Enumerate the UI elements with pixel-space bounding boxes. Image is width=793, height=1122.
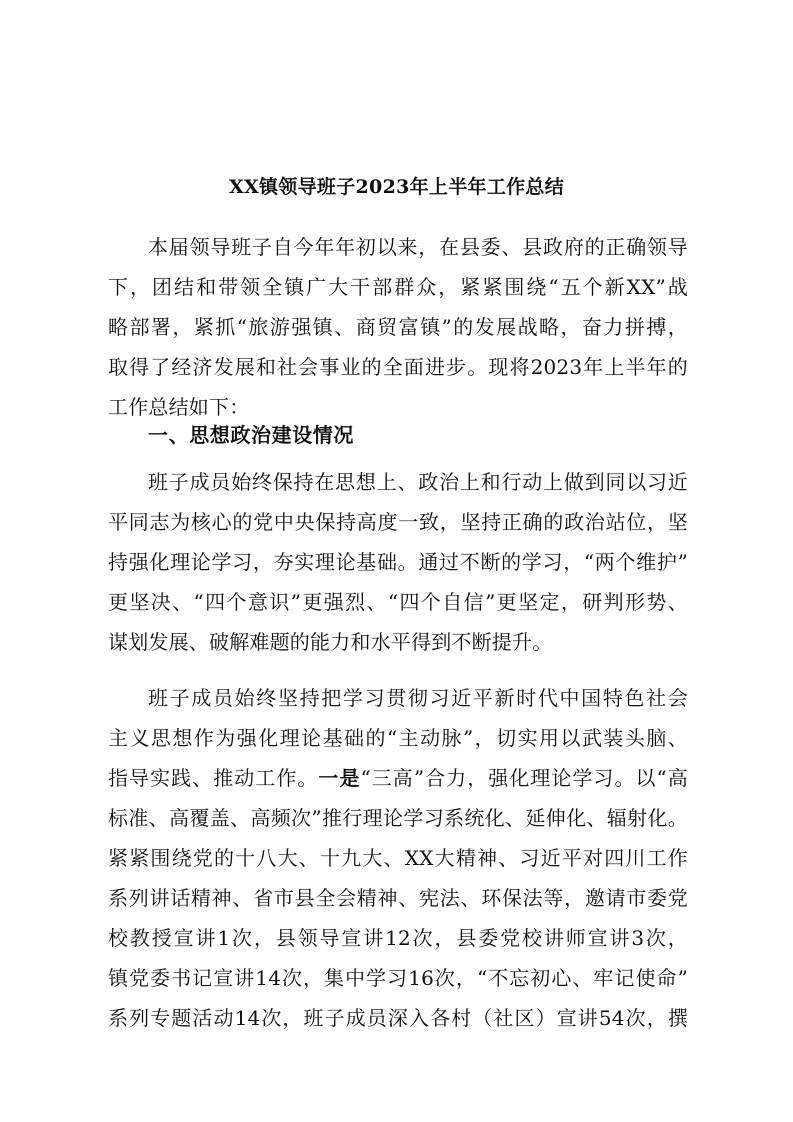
paragraph-line: 持强化理论学习，夯实理论基础。通过不断的学习，“两个维护” [108,550,688,574]
paragraph-line: 系列专题活动14次，班子成员深入各村（社区）宣讲54次，撰 [108,1006,688,1030]
paragraph-line: 班子成员始终坚持把学习贯彻习近平新时代中国特色社会 [148,686,688,710]
intro-line: 取得了经济发展和社会事业的全面进步。现将2023年上半年的 [108,355,688,379]
document-title: XX镇领导班子2023年上半年工作总结 [228,176,565,198]
paragraph-line: 紧紧围绕党的十八大、十九大、XX大精神、习近平对四川工作 [108,846,688,870]
paragraph-line: 更坚决、“四个意识”更强烈、“四个自信”更坚定，研判形势、 [108,590,688,614]
intro-line: 工作总结如下： [108,395,250,419]
paragraph-line: 校教授宣讲1次，县领导宣讲12次，县委党校讲师宣讲3次， [108,926,688,950]
paragraph-line: 班子成员始终保持在思想上、政治上和行动上做到同以习近 [148,470,688,494]
paragraph-line: 谋划发展、破解难题的能力和水平得到不断提升。 [108,630,553,654]
intro-line: 下，团结和带领全镇广大干部群众，紧紧围绕“五个新XX”战 [108,275,688,299]
paragraph-line: 标准、高覆盖、高频次”推行理论学习系统化、延伸化、辐射化。 [108,806,688,830]
emphasis-text: 一是 [318,766,361,790]
intro-line: 略部署，紧抓“旅游强镇、商贸富镇”的发展战略，奋力拼搏， [108,315,688,339]
paragraph-line [108,766,688,790]
paragraph-line: 主义思想作为强化理论基础的“主动脉”，切实用以武装头脑、 [108,726,688,750]
paragraph-line: 系列讲话精神、省市县全会精神、宪法、环保法等，邀请市委党 [108,886,688,910]
paragraph-line: 镇党委书记宣讲14次，集中学习16次，“不忘初心、牢记使命” [108,966,688,990]
line-text: “三高”合力，强化理论学习。以“高 [360,766,689,790]
section-heading: 一、思想政治建设情况 [148,423,354,447]
intro-line: 本届领导班子自今年年初以来，在县委、县政府的正确领导 [148,235,688,259]
paragraph-line: 平同志为核心的党中央保持高度一致，坚持正确的政治站位，坚 [108,510,688,534]
line-text: 指导实践、推动工作。 [108,766,319,790]
